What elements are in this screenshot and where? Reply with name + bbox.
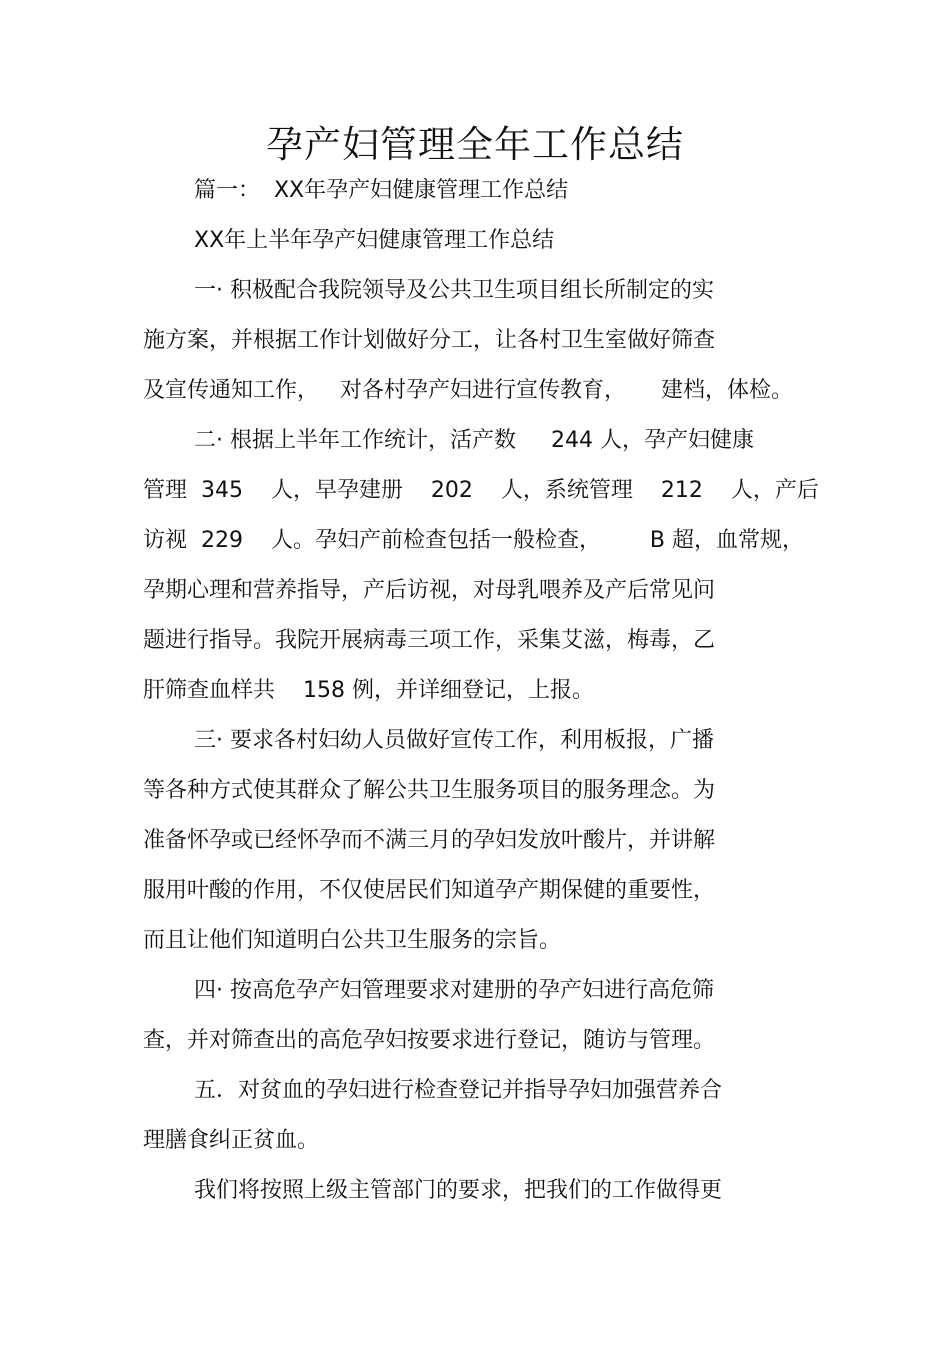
paragraph-line: 我们将按照上级主管部门的要求，把我们的工作做得更 [194, 1178, 723, 1203]
report-subtitle: XX年上半年孕产妇健康管理工作总结 [194, 228, 555, 253]
paragraph-line: 二· 根据上半年工作统计，活产数 244 人，孕产妇健康 [194, 428, 754, 453]
paragraph-line: 肝筛查血样共 158 例，并详细登记，上报。 [143, 678, 594, 703]
paragraph-line: 施方案，并根据工作计划做好分工，让各村卫生室做好筛查 [143, 328, 716, 353]
article-heading: 篇一： XX年孕产妇健康管理工作总结 [194, 178, 569, 203]
paragraph-line: 服用叶酸的作用，不仅使居民们知道孕产期保健的重要性， [143, 878, 716, 903]
paragraph-line: 题进行指导。我院开展病毒三项工作，采集艾滋，梅毒，乙 [143, 628, 716, 653]
paragraph-line: 准备怀孕或已经怀孕而不满三月的孕妇发放叶酸片，并讲解 [143, 828, 716, 853]
paragraph-line: 而且让他们知道明白公共卫生服务的宗旨。 [143, 928, 562, 953]
paragraph-line: 查，并对筛查出的高危孕妇按要求进行登记，随访与管理。 [143, 1028, 716, 1053]
paragraph-line: 及宣传通知工作， 对各村孕产妇进行宣传教育， 建档，体检。 [143, 378, 793, 403]
paragraph-line: 等各种方式使其群众了解公共卫生服务项目的服务理念。为 [143, 778, 716, 803]
paragraph-line: 五．对贫血的孕妇进行检查登记并指导孕妇加强营养合 [194, 1078, 723, 1103]
paragraph-line: 一· 积极配合我院领导及公共卫生项目组长所制定的实 [194, 278, 714, 303]
paragraph-line: 三· 要求各村妇幼人员做好宣传工作，利用板报，广播 [194, 728, 714, 753]
document-title: 孕产妇管理全年工作总结 [266, 123, 684, 166]
paragraph-line: 管理 345 人，早孕建册 202 人，系统管理 212 人，产后 [143, 478, 819, 503]
paragraph-line: 理膳食纠正贫血。 [143, 1128, 320, 1153]
paragraph-line: 四· 按高危孕产妇管理要求对建册的孕产妇进行高危筛 [194, 978, 714, 1003]
paragraph-line: 孕期心理和营养指导，产后访视，对母乳喂养及产后常见问 [143, 578, 716, 603]
paragraph-line: 访视 229 人。孕妇产前检查包括一般检查， B 超，血常规， [143, 528, 804, 553]
